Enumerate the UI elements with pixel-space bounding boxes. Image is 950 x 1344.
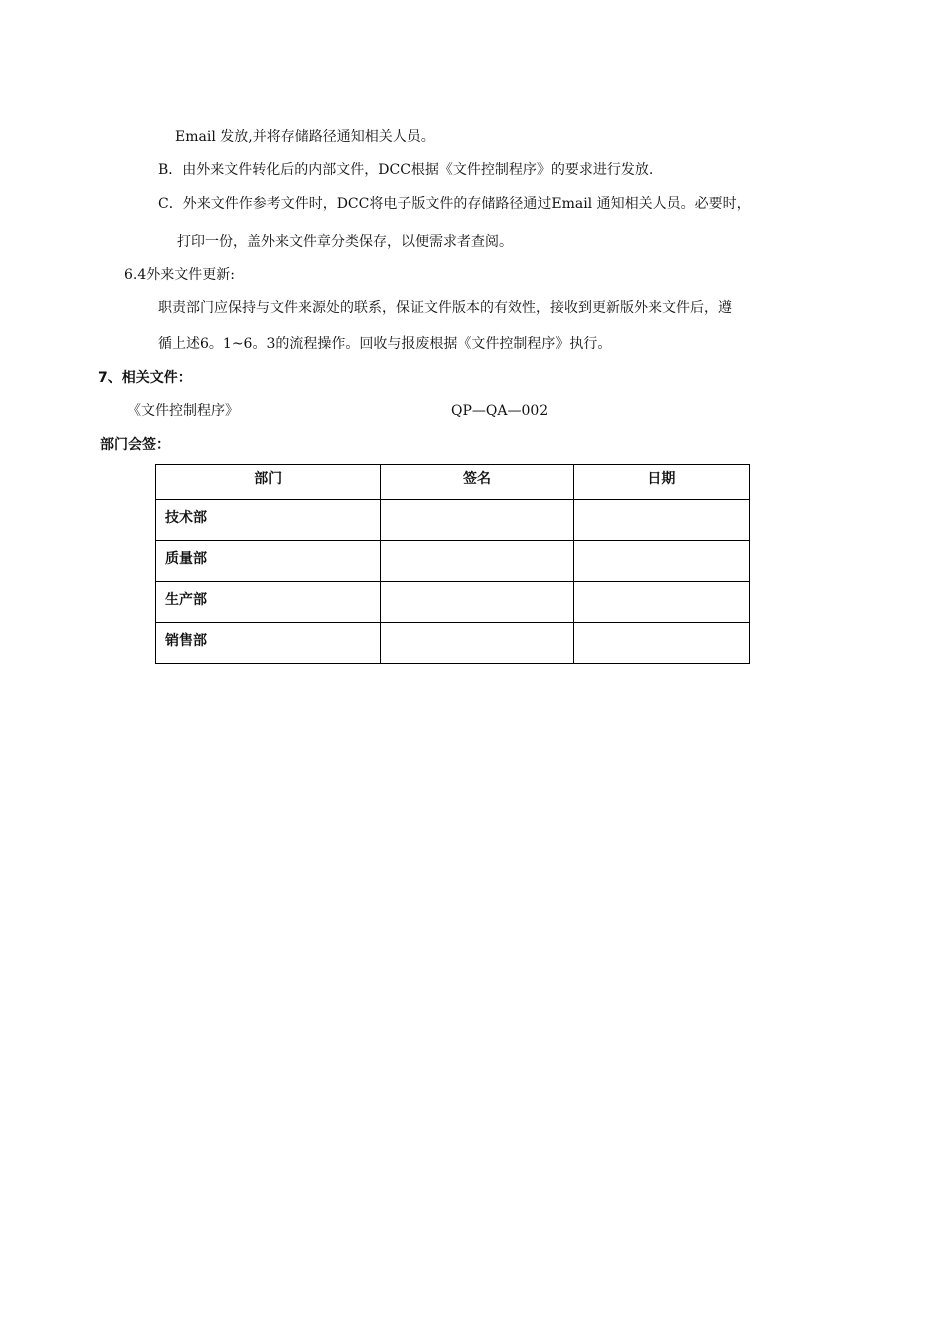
list-item-c-line1: C．外来文件作参考文件时，DCC将电子版文件的存储路径通过Email 通知相关人员。必要时， (158, 196, 751, 212)
table-row (156, 582, 750, 623)
section-heading-signoff: 部门会签： (100, 437, 170, 453)
table-row (156, 623, 750, 664)
column-header-date: 日期 (573, 465, 749, 500)
signoff-table (155, 464, 750, 664)
date-cell (573, 500, 749, 541)
date-cell (573, 623, 749, 664)
body-line-email: Email 发放,并将存储路径通知相关人员。 (175, 129, 435, 145)
related-doc-code: QP—QA—002 (451, 403, 549, 419)
signature-cell (381, 541, 573, 582)
section-heading-6-4: 6.4外来文件更新: (124, 267, 235, 283)
signature-cell (381, 582, 573, 623)
related-doc-title: 《文件控制程序》 (127, 403, 239, 419)
date-cell (573, 541, 749, 582)
list-item-b: B．由外来文件转化后的内部文件，DCC根据《文件控制程序》的要求进行发放. (158, 162, 654, 178)
section-heading-related-docs: 7、相关文件： (98, 370, 192, 386)
dept-cell: 生产部 (156, 582, 381, 623)
table-row (156, 500, 750, 541)
paragraph-6-4-line2: 循上述6。1~6。3的流程操作。回收与报废根据《文件控制程序》执行。 (158, 336, 612, 352)
dept-cell: 技术部 (156, 500, 381, 541)
paragraph-6-4-line1: 职责部门应保持与文件来源处的联系，保证文件版本的有效性，接收到更新版外来文件后，遵 (158, 300, 732, 316)
date-cell (573, 582, 749, 623)
list-item-c-line2: 打印一份，盖外来文件章分类保存，以便需求者查阅。 (177, 234, 513, 250)
signature-cell (381, 500, 573, 541)
signature-cell (381, 623, 573, 664)
column-header-signature: 签名 (381, 465, 573, 500)
dept-cell: 质量部 (156, 541, 381, 582)
dept-cell: 销售部 (156, 623, 381, 664)
table-row (156, 541, 750, 582)
signoff-table-header-row (156, 465, 750, 500)
column-header-dept: 部门 (156, 465, 381, 500)
